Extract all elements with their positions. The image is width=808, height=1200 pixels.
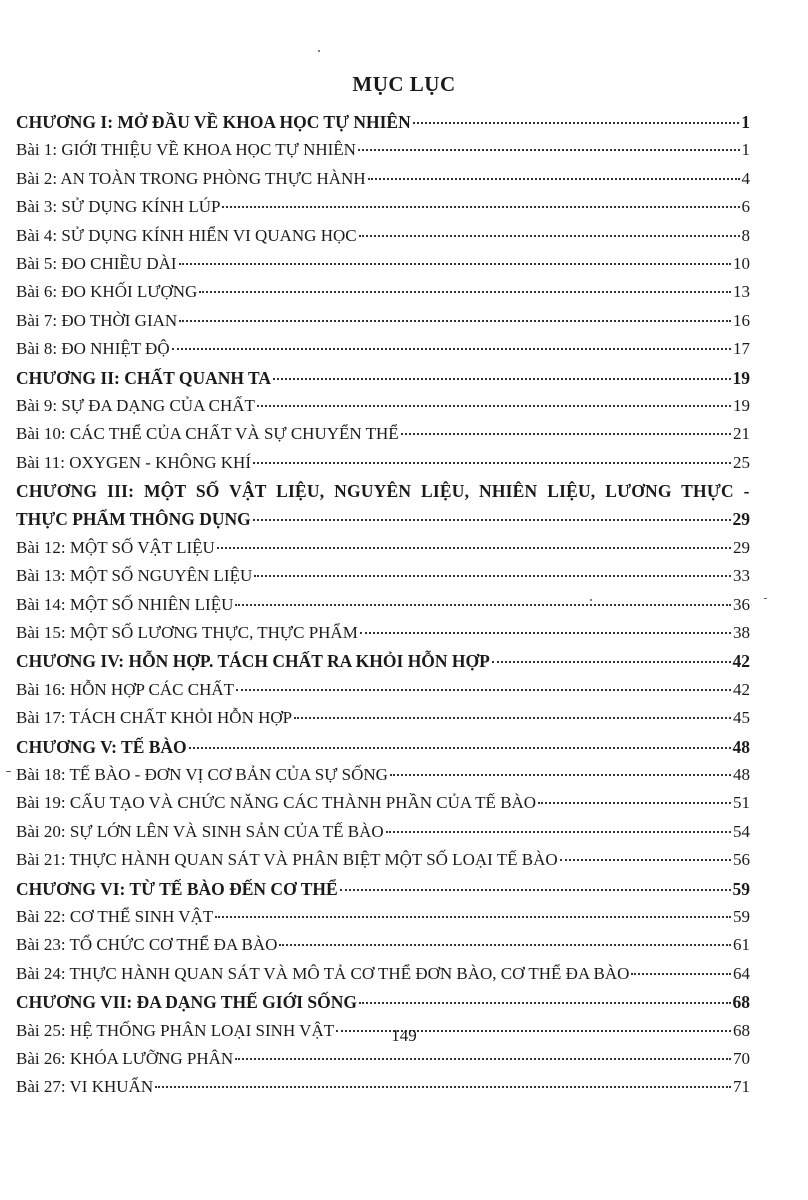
toc-chapter-row	[16, 108, 750, 136]
toc-lesson-row	[16, 591, 750, 619]
toc-page-number: 16	[733, 310, 750, 330]
toc-page-number: 6	[741, 197, 750, 217]
toc-lesson-row	[16, 449, 750, 477]
chapter-title: CHƯƠNG V: TẾ BÀO	[16, 736, 187, 757]
dot-leader	[279, 944, 731, 946]
toc-page-number: 42	[732, 651, 750, 672]
lesson-title: Bài 2: AN TOÀN TRONG PHÒNG THỰC HÀNH	[16, 168, 366, 188]
toc-chapter-row	[16, 477, 750, 505]
toc-lesson-row	[16, 761, 750, 789]
dot-leader	[401, 433, 731, 435]
scan-speck	[764, 598, 767, 599]
toc-page-number: 68	[732, 992, 750, 1013]
dot-leader	[294, 717, 731, 719]
toc-page-number: 59	[733, 906, 750, 926]
toc-chapter-row	[16, 733, 750, 761]
dot-leader	[179, 263, 731, 265]
toc-page-number: 13	[733, 282, 750, 302]
dot-leader	[179, 320, 731, 322]
toc-page-number: 33	[733, 566, 750, 586]
dot-leader	[155, 1086, 731, 1088]
lesson-title: Bài 20: SỰ LỚN LÊN VÀ SINH SẢN CỦA TẾ BÀO	[16, 821, 384, 841]
lesson-title: Bài 26: KHÓA LƯỠNG PHÂN	[16, 1048, 234, 1068]
toc-page-number: 59	[732, 878, 750, 899]
dot-leader	[340, 889, 731, 891]
toc-lesson-row	[16, 307, 750, 335]
toc-page-number: 38	[733, 623, 750, 643]
dot-leader	[390, 774, 731, 776]
toc-page-number: 54	[733, 821, 750, 841]
toc-lesson-row	[16, 392, 750, 420]
toc-page-number: 4	[741, 168, 750, 188]
toc-lesson-row	[16, 818, 750, 846]
toc-lesson-row	[16, 619, 750, 647]
dot-leader	[538, 802, 731, 804]
chapter-title: CHƯƠNG I: MỞ ĐẦU VỀ KHOA HỌC TỰ NHIÊN	[16, 112, 411, 132]
toc-page-number: 48	[732, 736, 750, 757]
dot-leader	[360, 632, 731, 634]
scan-speck	[318, 50, 320, 52]
toc-page-number: 29	[732, 509, 750, 530]
dot-leader	[358, 149, 740, 151]
scan-speck	[6, 771, 11, 772]
dot-leader	[235, 1058, 731, 1060]
lesson-title: Bài 11: OXYGEN - KHÔNG KHÍ	[16, 452, 251, 472]
toc-page-number: 68	[733, 1020, 750, 1040]
toc-lesson-row	[16, 562, 750, 590]
lesson-title: Bài 27: VI KHUẨN	[16, 1077, 154, 1097]
dot-leader	[253, 519, 731, 521]
toc-page-number: 36	[733, 594, 750, 614]
toc-lesson-row	[16, 903, 750, 931]
toc-page-number: 70	[733, 1048, 750, 1068]
lesson-title: Bài 13: MỘT SỐ NGUYÊN LIỆU	[16, 566, 253, 586]
dot-leader	[217, 547, 731, 549]
lesson-title: Bài 5: ĐO CHIỀU DÀI	[16, 253, 177, 273]
toc-lesson-row	[16, 335, 750, 363]
lesson-title: Bài 17: TÁCH CHẤT KHỎI HỖN HỢP	[16, 708, 293, 728]
lesson-title: Bài 6: ĐO KHỐI LƯỢNG	[16, 282, 198, 302]
toc-page-number: 64	[733, 963, 750, 983]
dot-leader	[257, 405, 731, 407]
lesson-title: Bài 19: CẤU TẠO VÀ CHỨC NĂNG CÁC THÀNH PHẦN CỦA TẾ BÀO	[16, 793, 537, 813]
chapter-title: CHƯƠNG II: CHẤT QUANH TA	[16, 367, 272, 388]
toc-lesson-row	[16, 534, 750, 562]
lesson-title: Bài 9: SỰ ĐA DẠNG CỦA CHẤT	[16, 395, 255, 415]
dot-leader	[560, 859, 731, 861]
toc-page-number: 19	[733, 395, 750, 415]
toc-page-number: 48	[733, 764, 750, 784]
toc-lesson-row	[16, 420, 750, 448]
toc-lesson-row	[16, 250, 750, 278]
toc-lesson-row	[16, 960, 750, 988]
toc-chapter-row	[16, 647, 750, 675]
lesson-title: Bài 15: MỘT SỐ LƯƠNG THỰC, THỰC PHẨM	[16, 623, 358, 643]
toc-page-number: 10	[733, 253, 750, 273]
dot-leader	[359, 235, 740, 237]
chapter-title: CHƯƠNG VII: ĐA DẠNG THẾ GIỚI SỐNG	[16, 992, 357, 1013]
dot-leader	[413, 122, 740, 124]
toc-lesson-row	[16, 222, 750, 250]
dot-leader	[189, 747, 731, 749]
toc-page-number: 61	[733, 935, 750, 955]
toc-chapter-row	[16, 364, 750, 392]
lesson-title: Bài 24: THỰC HÀNH QUAN SÁT VÀ MÔ TẢ CƠ THỂ ĐƠN BÀO, CƠ THỂ ĐA BÀO	[16, 963, 630, 983]
toc-chapter-row	[16, 988, 750, 1016]
toc-lesson-row	[16, 931, 750, 959]
toc-page-number: 56	[733, 850, 750, 870]
dot-leader	[273, 378, 730, 380]
chapter-title: CHƯƠNG VI: TỪ TẾ BÀO ĐẾN CƠ THỂ	[16, 878, 338, 899]
toc-page-number: 29	[733, 537, 750, 557]
lesson-title: Bài 8: ĐO NHIỆT ĐỘ	[16, 339, 170, 359]
toc-page-number: 21	[733, 424, 750, 444]
toc-lesson-row	[16, 676, 750, 704]
dot-leader	[222, 206, 739, 208]
toc-page-number: 8	[741, 225, 750, 245]
toc-lesson-row	[16, 1045, 750, 1073]
toc-chapter-row	[16, 875, 750, 903]
lesson-title: Bài 3: SỬ DỤNG KÍNH LÚP	[16, 197, 221, 217]
lesson-title: Bài 25: HỆ THỐNG PHÂN LOẠI SINH VẬT	[16, 1020, 335, 1040]
toc-lesson-row	[16, 704, 750, 732]
lesson-title: Bài 23: TỔ CHỨC CƠ THỂ ĐA BÀO	[16, 935, 278, 955]
dot-leader	[254, 575, 731, 577]
toc-lesson-row	[16, 165, 750, 193]
dot-leader	[386, 831, 731, 833]
toc-lesson-row	[16, 1073, 750, 1101]
dot-leader	[359, 1002, 731, 1004]
chapter-title: CHƯƠNG IV: HỖN HỢP. TÁCH CHẤT RA KHỎI HỖN HỢP	[16, 651, 490, 672]
page-title: MỤC LỤC	[352, 72, 456, 96]
toc-lesson-row	[16, 846, 750, 874]
toc-page-number: 45	[733, 708, 750, 728]
lesson-title: Bài 22: CƠ THỂ SINH VẬT	[16, 906, 214, 926]
toc-page-number: 51	[733, 793, 750, 813]
lesson-title: Bài 7: ĐO THỜI GIAN	[16, 310, 178, 330]
lesson-title: Bài 16: HỖN HỢP CÁC CHẤT	[16, 679, 235, 699]
toc-lesson-row	[16, 789, 750, 817]
page-number-footer: 149	[391, 1026, 417, 1045]
chapter-title: CHƯƠNG III: MỘT SỐ VẬT LIỆU, NGUYÊN LIỆU, NHIÊN LIỆU, LƯƠNG THỰC -	[16, 481, 750, 502]
toc-chapter-row	[16, 505, 750, 533]
lesson-title: Bài 12: MỘT SỐ VẬT LIỆU	[16, 537, 215, 557]
toc-page-number: 17	[733, 339, 750, 359]
dot-leader	[631, 973, 731, 975]
toc-lesson-row	[16, 136, 750, 164]
dot-leader	[235, 604, 731, 606]
toc-page-number: 1	[741, 112, 750, 132]
dot-leader	[253, 462, 731, 464]
lesson-title: Bài 14: MỘT SỐ NHIÊN LIỆU	[16, 594, 234, 614]
lesson-title: Bài 4: SỬ DỤNG KÍNH HIỂN VI QUANG HỌC	[16, 225, 357, 245]
dot-leader	[492, 661, 731, 663]
dot-leader	[215, 916, 731, 918]
table-of-contents	[16, 108, 750, 1102]
dot-leader	[368, 178, 740, 180]
toc-page-number: 25	[733, 452, 750, 472]
toc-lesson-row	[16, 278, 750, 306]
dot-leader	[236, 689, 731, 691]
toc-page-number: 19	[732, 367, 750, 388]
toc-page-number: 1	[741, 140, 750, 160]
lesson-title: Bài 18: TẾ BÀO - ĐƠN VỊ CƠ BẢN CỦA SỰ SỐNG	[16, 764, 388, 784]
toc-lesson-row	[16, 193, 750, 221]
chapter-title: THỰC PHẨM THÔNG DỤNG	[16, 509, 251, 530]
toc-page-number: 42	[733, 679, 750, 699]
scan-speck	[590, 599, 592, 601]
dot-leader	[199, 291, 731, 293]
toc-page-number: 71	[733, 1077, 750, 1097]
lesson-title: Bài 1: GIỚI THIỆU VỀ KHOA HỌC TỰ NHIÊN	[16, 140, 356, 160]
lesson-title: Bài 10: CÁC THỂ CỦA CHẤT VÀ SỰ CHUYỂN THỂ	[16, 424, 399, 444]
lesson-title: Bài 21: THỰC HÀNH QUAN SÁT VÀ PHÂN BIỆT MỘT SỐ LOẠI TẾ BÀO	[16, 850, 558, 870]
dot-leader	[172, 348, 731, 350]
